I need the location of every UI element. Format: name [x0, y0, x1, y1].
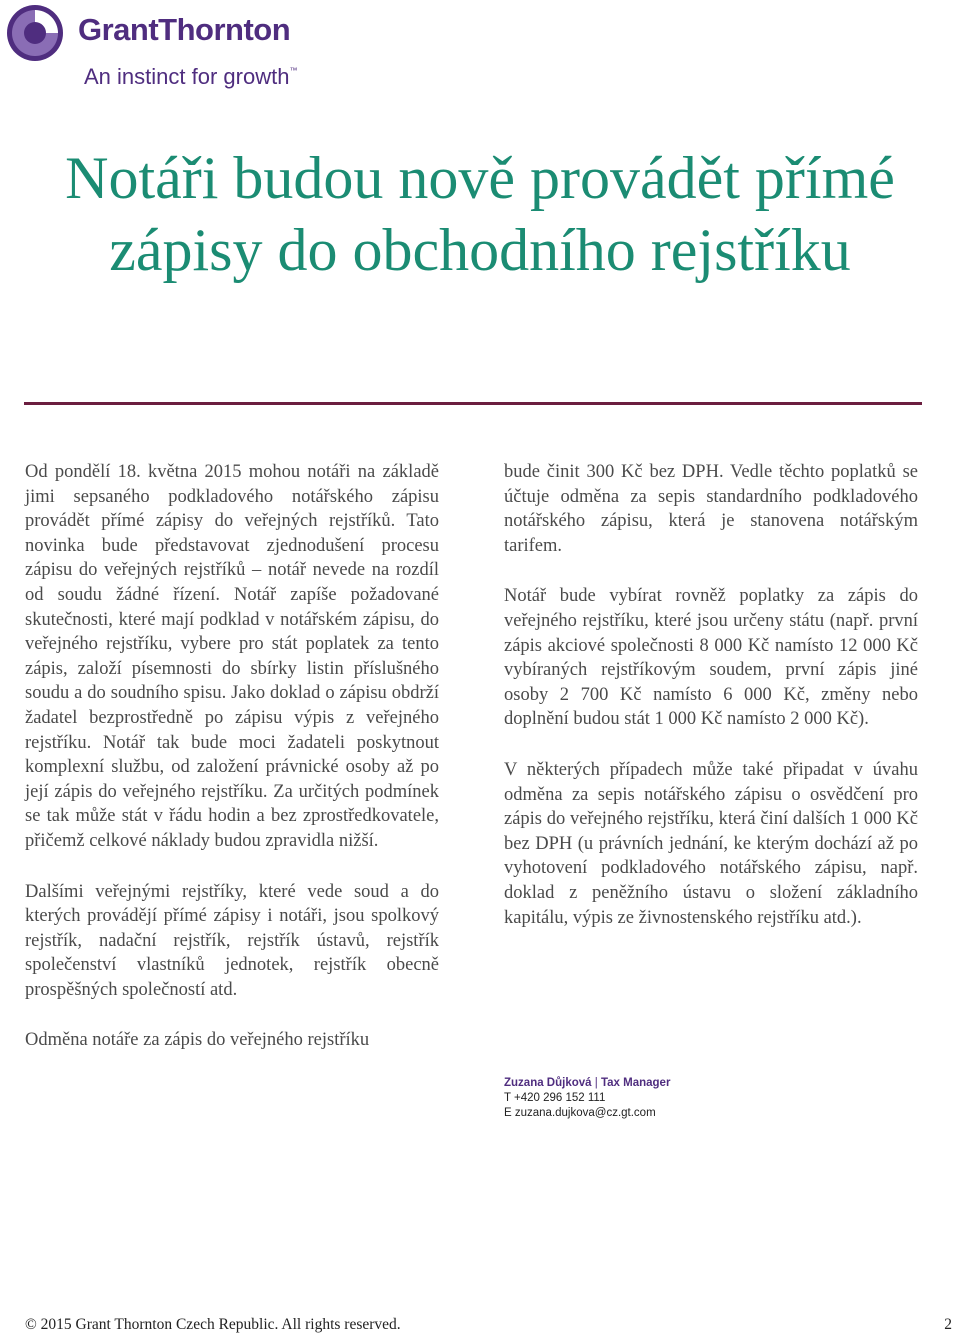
left-column — [25, 460, 439, 1079]
article-title: Notáři budou nově provádět přímé zápisy do obchodního rejstříku — [65, 145, 895, 283]
page-number: 2 — [944, 1316, 952, 1333]
paragraph-fee-start: Odměna notáře za zápis do veřejného rejstříku — [25, 1030, 370, 1051]
logo-tagline: An instinct for growth™ — [84, 64, 298, 89]
paragraph-intro: Od pondělí 18. května 2015 mohou notáři na základě jimi sepsaného podkladového notářského zápisu provádět přímé zápisy do veřejných rejstříků. Tato novinka bude představovat zjednodušení procesu zápisu do veřejných rejstříků – notář nevede na rozdíl od soudu žádné řízení. Notář zapíše požadované skutečnosti, které mají podklad v notářském zápisu, do veřejného rejstříku, vybere pro stát poplatek za tento zápis, založí písemnosti do sbírky listin příslušného soudu a do soudního spisu. Jako doklad o zápisu obdrží žadatel bezprostředně po zápisu výpis z veřejného rejstříku. Notář tak bude moci žadateli poskytnout komplexní službu, od založení právnické osoby až po její zápis do veřejného rejstříku. Za určitých podmínek se tak může stát v řádu hodin a bez zprostředkovatele, přičemž celkové náklady budou zpravidla nižší. — [25, 462, 439, 851]
paragraph-certificate-fee: V některých případech může také připadat v úvahu odměna za sepis notářského zápisu o osvědčení pro zápis do veřejného rejstříku, která činí dalších 1 000 Kč bez DPH (u právních jednání, ke kterým dochází až po vyhotovení podkladového notářského zápisu, např. doklad z peněžního ústavu o složení základního kapitálu, výpis ze živnostenského rejstříku atd.). — [504, 759, 918, 928]
author-separator: | — [594, 1077, 598, 1089]
paragraph-state-fees: Notář bude vybírat rovněž poplatky za zápis do veřejného rejstříku, které jsou určeny státu (např. první zápis akciové společnosti 8 000 Kč namísto 12 000 Kč vybíraných rejstříkovým soudem, první zápis jiné osoby 2 700 Kč namísto 6 000 Kč, změny nebo doplnění budou stát 1 000 Kč namísto 2 000 Kč). — [504, 586, 918, 730]
paragraph-fee-continued: bude činit 300 Kč bez DPH. Vedle těchto poplatků se účtuje odměna za sepis standardního podkladového notářského zápisu, která je stanovena notářským tarifem. — [504, 462, 918, 556]
company-logo — [6, 4, 316, 96]
author-phone: T +420 296 152 111 — [504, 1092, 606, 1104]
grant-thornton-logo-icon — [6, 4, 64, 62]
author-contact — [504, 1076, 670, 1121]
author-name: Zuzana Důjková — [504, 1077, 592, 1089]
title-divider — [24, 402, 922, 405]
author-line — [504, 1076, 670, 1091]
author-role: Tax Manager — [600, 1077, 671, 1089]
paragraph-other-registers: Dalšími veřejnými rejstříky, které vede soud a do kterých provádějí přímé zápisy i notáři, jsou spolkový rejstřík, nadační rejstřík, rejstřík ústavů, rejstřík společenství vlastníků jednotek, rejstřík obecně prospěšných společností atd. — [25, 881, 439, 1000]
logo-wordmark: GrantThornton — [78, 12, 291, 47]
right-column — [504, 460, 918, 956]
footer-copyright: © 2015 Grant Thornton Czech Republic. All rights reserved. — [25, 1316, 401, 1333]
author-email[interactable]: E zuzana.dujkova@cz.gt.com — [504, 1107, 656, 1119]
